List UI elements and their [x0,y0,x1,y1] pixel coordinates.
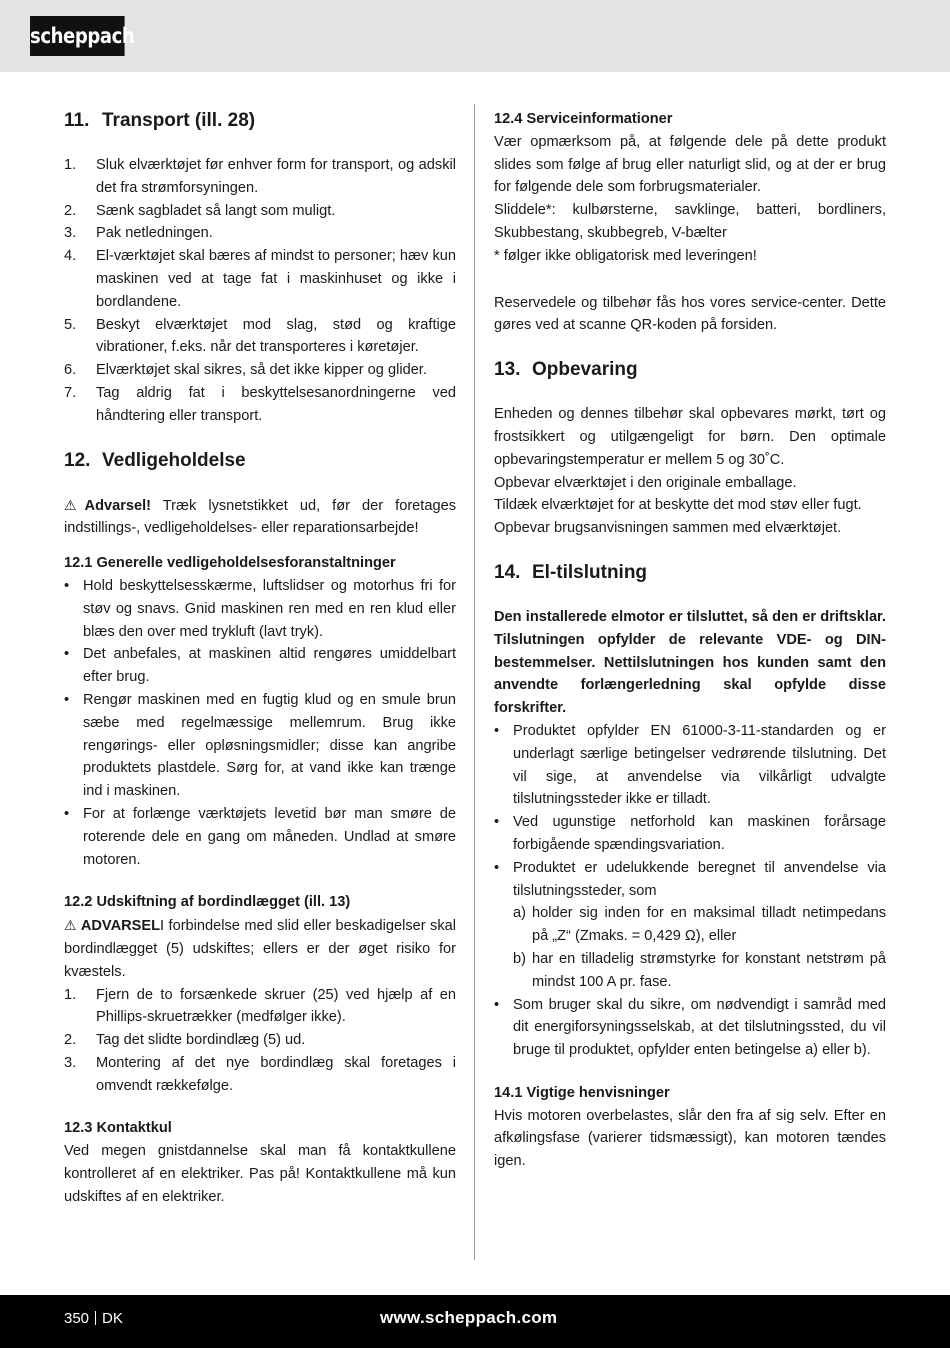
list-item: 2. Sænk sagbladet så langt som muligt. [64,202,336,219]
warning-icon: ⚠ [64,496,85,513]
sublist-item-a: a) holder sig inden for en maksimal tilladt netimpedans på „Z“ (Zmaks. = 0,429 Ω), eller [513,905,886,945]
list-item: 6. Elværktøjet skal sikres, så det ikke kipper og glider. [64,362,427,379]
section-12-4-heading: 12.4 Serviceinformationer [494,111,673,127]
list-item: 3. Pak netledningen. [64,225,213,242]
list-item: • Som bruger skal du sikre, om nødvendigt i samråd med dit energiforsyningsselskab, at det tilslutningssted, du vil bruge til produktet, opfylder enten betingelse a) eller b). [494,994,886,1062]
table-insert-steps [64,984,456,1098]
list-item: 4. El-værktøjet skal bæres af mindst to personer; hæv kun maskinen ved at tage fat i maskinhuset og ikke i bordlandene. [64,248,456,310]
section-12-1-heading: 12.1 Generelle vedligeholdelsesforanstaltninger [64,555,396,572]
list-item: • For at forlænge værktøjets levetid bør man smøre de roterende dele en gang om måneden. Undlad at smøre motoren. [64,803,456,871]
section-12-3-heading: 12.3 Kontaktkul [64,1120,172,1137]
page-number: 350 DK [64,1310,123,1327]
list-item: 7. Tag aldrig fat i beskyttelsesanordningerne ved håndtering eller transport. [64,384,456,424]
list-item: 3. Montering af det nye bordindlæg skal foretages i omvendt rækkefølge. [64,1054,456,1094]
maintenance-measures [64,575,456,871]
page-footer [0,1295,950,1348]
list-item: 1. Fjern de to forsænkede skruer (25) ved hjælp af en Phillips-skruetrækker (medfølger ikke). [64,986,456,1026]
connection-list-2 [494,994,886,1062]
list-item: • Produktet opfylder EN 61000-3-11-standarden og er underlagt særlige betingelser vedrørende tilslutning. Det vil sige, at anvendelse via vilkårligt udvalgte tilslutningssteder ikke er tilladt. [494,720,886,811]
left-column [64,108,456,1209]
list-item: • Det anbefales, at maskinen altid rengøres umiddelbart efter brug. [64,643,456,689]
website-link[interactable]: www.scheppach.com [380,1308,558,1327]
sublist-item-b: b) har en tilladelig strømstyrke for konstant netstrøm på mindst 100 A pr. fase. [513,950,886,990]
list-item: • Ved ugunstige netforhold kan maskinen forårsage forbigående spændingsvariation. [494,811,886,857]
wear-parts-text: Sliddele*: kulbørsterne, savklinge, batteri, bordliners, Skubbestang, skubbegreb, V-bælter [494,202,886,241]
section-14-1-heading: 14.1 Vigtige henvisninger [494,1084,670,1101]
section-12-heading: 12. Vedligeholdelse [64,449,246,471]
list-item: • Hold beskyttelsesskærme, luftslidser og motorhus fri for støv og snavs. Gnid maskinen ren med en ren klud eller blæs den over med trykluft (lavt tryk). [64,575,456,643]
right-column [494,108,886,1173]
connection-sublist [494,902,886,993]
storage-text-3: Tildæk elværktøjet for at beskytte det mod støv eller fugt. [494,497,862,514]
important-notes-text: Hvis motoren overbelastes, slår den fra af sig selv. Efter en afkølingsfase (varierer tidsmæssigt), kan motoren tændes igen. [494,1107,886,1170]
list-item: 2. Tag det slidte bordindlæg (5) ud. [64,1032,306,1049]
section-13-heading: 13. Opbevaring [494,359,638,381]
list-item: • Rengør maskinen med en fugtig klud og en smule brun sæbe med regelmæssige mellemrum. Brug ikke rengørings- eller opløsningsmidler; disse kan angribe produktets plastdele. Sørg for, at vand ikke kan trænge ind i maskinen. [64,689,456,803]
connection-intro: Den installerede elmotor er tilsluttet, så den er driftsklar. Tilslutningen opfylder de relevante VDE- og DIN-bestemmelser. Nettilslutningen hos kunden samt den anvendte forlængerledning skal opfylde disse forskrifter. [494,608,886,717]
warning-paragraph: ⚠Advarsel! Træk lysnetstikket ud, før der foretages indstillings-, vedligeholdelses- eller reparationsarbejde! [64,496,456,537]
list-item: 1. Sluk elværktøjet før enhver form for transport, og adskil det fra strømforsyningen. [64,157,456,196]
page-header [0,0,950,72]
column-divider [474,104,475,1260]
storage-text-4: Opbevar brugsanvisningen sammen med elværktøjet. [494,520,842,537]
list-item: 5. Beskyt elværktøjet mod slag, stød og kraftige vibrationer, f.eks. når det transporteres i køretøjer. [64,316,456,356]
warning-icon: ⚠ [64,917,77,934]
transport-steps [64,154,456,428]
section-12-2-heading: 12.2 Udskiftning af bordindlægget (ill. 13) [64,894,351,911]
storage-text-1: Enheden og dennes tilbehør skal opbevares mørkt, tørt og frostsikkert og utilgængeligt for børn. Den optimale opbevaringstemperatur er mellem 5 og 30˚C. [494,406,886,468]
warning-paragraph-2: ⚠ ADVARSELI forbindelse med slid eller beskadigelser skal bordindlægget (5) udskiftes; ellers er der øget risiko for kvæstels. [64,917,456,980]
section-11-heading: 11. Transport (ill. 28) [64,110,256,131]
spare-parts-text: Reservedele og tilbehør fås hos vores service-center. Dette gøres ved at scanne QR-koden på forsiden. [494,294,886,334]
connection-list [494,720,886,902]
storage-text-2: Opbevar elværktøjet i den originale emballage. [494,474,797,491]
service-info-text: Vær opmærksom på, at følgende dele på dette produkt slides som følge af brug eller naturligt slid, og at der er brug for følgende dele som forbrugsmaterialer. [494,133,886,196]
section-14-heading: 14. El-tilslutning [494,561,648,583]
delivery-note: * følger ikke obligatorisk med leveringen! [494,247,757,264]
scheppach-logo: scheppach [30,16,125,56]
list-item: • Produktet er udelukkende beregnet til anvendelse via tilslutningssteder, som [494,857,886,903]
carbon-brush-text: Ved megen gnistdannelse skal man få kontaktkullene kontrolleret af en elektriker. Pas på! Kontaktkullene må kun udskiftes af en elektriker. [64,1143,456,1205]
